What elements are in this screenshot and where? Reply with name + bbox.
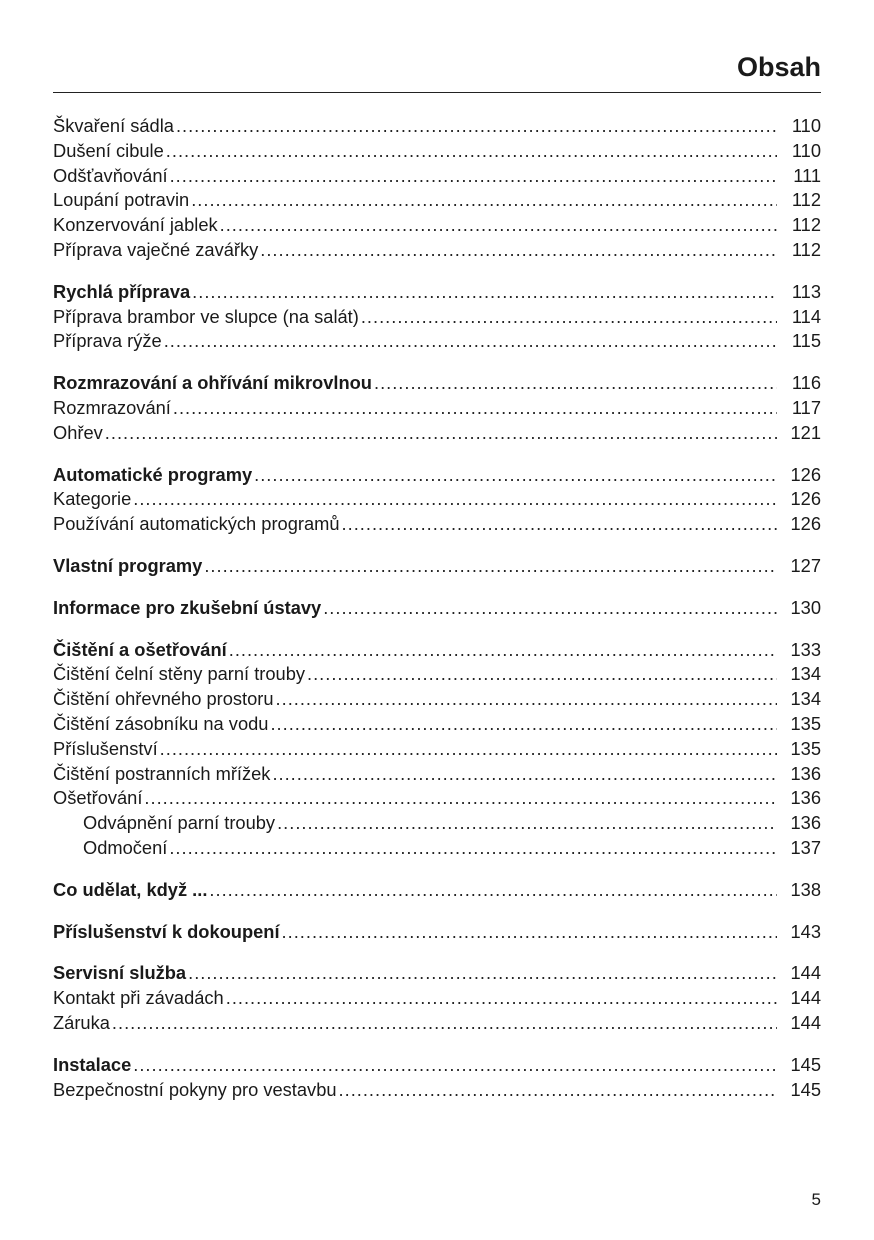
toc-entry[interactable] <box>53 421 821 446</box>
dot-leader <box>133 487 777 512</box>
toc-entry-page: 135 <box>790 712 821 734</box>
toc-entry-page: 110 <box>791 139 821 161</box>
toc-entry-page: 145 <box>790 1078 821 1100</box>
toc-section <box>53 371 821 445</box>
toc-heading-entry[interactable] <box>53 638 821 663</box>
dot-leader <box>170 164 777 189</box>
dot-leader <box>361 305 777 330</box>
toc-entry[interactable] <box>53 1078 821 1103</box>
dot-leader <box>112 1011 777 1036</box>
toc-heading-entry[interactable] <box>53 554 821 579</box>
dot-leader <box>342 512 777 537</box>
dot-leader <box>254 463 777 488</box>
toc-entry-page: 117 <box>791 396 821 418</box>
dot-leader <box>209 878 777 903</box>
toc-entry[interactable] <box>53 188 821 213</box>
toc-entry[interactable] <box>53 737 821 762</box>
toc-entry[interactable] <box>53 762 821 787</box>
toc-entry-label: Odšťavňování <box>53 164 168 186</box>
toc-entry-label: Automatické programy <box>53 463 253 485</box>
toc-entry-page: 130 <box>790 596 821 618</box>
toc-entry[interactable] <box>53 213 821 238</box>
toc-entry-page: 137 <box>790 836 821 858</box>
toc-entry-label: Příslušenství <box>53 737 158 759</box>
toc-entry-page: 126 <box>790 463 821 485</box>
toc-entry-page: 136 <box>790 812 821 834</box>
toc-entry-label: Příslušenství k dokoupení <box>53 920 280 942</box>
toc-entry-page: 126 <box>790 513 821 535</box>
toc-entry-label: Škvaření sádla <box>53 115 174 136</box>
toc-entry-page: 116 <box>791 372 821 394</box>
toc-entry-label: Konzervování jablek <box>53 214 218 236</box>
toc-heading-entry[interactable] <box>53 878 821 903</box>
toc-subentry[interactable] <box>53 836 821 861</box>
dot-leader <box>166 139 777 164</box>
toc-section <box>53 280 821 354</box>
toc-entry[interactable] <box>53 305 821 330</box>
toc-entry-label: Příprava vaječné zavářky <box>53 238 259 260</box>
dot-leader <box>229 638 777 663</box>
dot-leader <box>277 811 777 836</box>
toc-entry-page: 134 <box>790 663 821 685</box>
toc-section <box>53 596 821 621</box>
dot-leader <box>188 961 777 986</box>
dot-leader <box>323 596 777 621</box>
toc-entry-label: Rychlá příprava <box>53 280 191 302</box>
toc-entry[interactable] <box>53 114 821 139</box>
toc-entry-label: Ošetřování <box>53 787 143 809</box>
toc-entry[interactable] <box>53 712 821 737</box>
toc-entry-page: 138 <box>790 878 821 900</box>
dot-leader <box>282 920 777 945</box>
toc-entry[interactable] <box>53 512 821 537</box>
dot-leader <box>169 836 777 861</box>
toc-entry-page: 115 <box>791 330 821 352</box>
toc-entry-page: 136 <box>790 787 821 809</box>
toc-entry[interactable] <box>53 786 821 811</box>
toc-heading-entry[interactable] <box>53 1053 821 1078</box>
toc-entry-label: Servisní služba <box>53 962 187 984</box>
toc-heading-entry[interactable] <box>53 961 821 986</box>
toc-entry-page: 112 <box>791 214 821 236</box>
toc-section <box>53 638 821 861</box>
page-number: 5 <box>811 1190 821 1209</box>
dot-leader <box>270 712 777 737</box>
toc-entry-label: Rozmrazování a ohřívání mikrovlnou <box>53 372 372 394</box>
toc-section <box>53 1053 821 1103</box>
dot-leader <box>339 1078 777 1103</box>
toc-entry-page: 121 <box>790 421 821 443</box>
toc-entry-page: 135 <box>790 737 821 759</box>
toc-entry-label: Informace pro zkušební ústavy <box>53 596 322 618</box>
toc-entry-page: 112 <box>791 238 821 260</box>
toc-entry-label: Kontakt při závadách <box>53 987 224 1009</box>
toc-heading-entry[interactable] <box>53 596 821 621</box>
dot-leader <box>307 662 777 687</box>
dot-leader <box>272 762 777 787</box>
toc-entry[interactable] <box>53 662 821 687</box>
toc-entry[interactable] <box>53 487 821 512</box>
toc-entry-label: Co udělat, když ... <box>53 878 208 900</box>
toc-heading-entry[interactable] <box>53 371 821 396</box>
toc-entry-page: 133 <box>790 638 821 660</box>
toc-entry-label: Příprava brambor ve slupce (na salát) <box>53 305 359 327</box>
toc-entry-label: Příprava rýže <box>53 330 162 352</box>
toc-entry-label: Instalace <box>53 1053 132 1075</box>
toc-entry-label: Bezpečnostní pokyny pro vestavbu <box>53 1078 337 1100</box>
toc-entry-label: Čištění a ošetřování <box>53 638 227 660</box>
toc-entry-page: 110 <box>791 115 821 136</box>
toc-entry-page: 144 <box>790 962 821 984</box>
toc-section <box>53 463 821 537</box>
dot-leader <box>144 786 777 811</box>
toc-entry-label: Kategorie <box>53 488 132 510</box>
toc-entry-page: 113 <box>791 280 821 302</box>
toc-entry-page: 112 <box>791 189 821 211</box>
page-title: Obsah <box>736 52 821 82</box>
dot-leader <box>260 238 777 263</box>
toc-subentry[interactable] <box>53 811 821 836</box>
toc-entry-label: Používání automatických programů <box>53 513 340 535</box>
dot-leader <box>220 213 777 238</box>
toc-entry[interactable] <box>53 238 821 263</box>
toc-entry-page: 111 <box>793 164 821 186</box>
toc-entry[interactable] <box>53 396 821 421</box>
toc-entry-label: Záruka <box>53 1011 110 1033</box>
toc-entry-page: 126 <box>790 488 821 510</box>
toc-section <box>53 114 821 263</box>
toc-entry-label: Loupání potravin <box>53 189 190 211</box>
toc-entry-label: Čištění čelní stěny parní trouby <box>53 663 306 685</box>
toc-entry-page: 143 <box>790 920 821 942</box>
dot-leader <box>164 329 777 354</box>
toc-entry-label: Dušení cibule <box>53 139 164 161</box>
toc-entry-page: 145 <box>790 1053 821 1075</box>
toc-entry-label: Odmočení <box>83 836 168 858</box>
toc-entry-page: 114 <box>791 305 821 327</box>
toc-entry-page: 144 <box>790 1011 821 1033</box>
toc-heading-entry[interactable] <box>53 280 821 305</box>
dot-leader <box>374 371 777 396</box>
dot-leader <box>173 396 777 421</box>
toc-entry[interactable] <box>53 139 821 164</box>
title-divider <box>53 92 821 93</box>
toc-entry-label: Čištění ohřevného prostoru <box>53 688 274 710</box>
toc-entry-label: Ohřev <box>53 421 103 443</box>
toc-entry[interactable] <box>53 1011 821 1036</box>
toc-entry-page: 127 <box>790 554 821 576</box>
toc-section <box>53 878 821 903</box>
toc-entry-page: 136 <box>790 762 821 784</box>
toc-entry[interactable] <box>53 986 821 1011</box>
toc-entry-label: Čištění zásobníku na vodu <box>53 712 269 734</box>
toc-entry-label: Odvápnění parní trouby <box>83 812 276 834</box>
toc-entry-label: Rozmrazování <box>53 396 171 418</box>
dot-leader <box>176 114 777 139</box>
toc-entry-page: 144 <box>790 987 821 1009</box>
toc-entry[interactable] <box>53 329 821 354</box>
dot-leader <box>226 986 777 1011</box>
toc-heading-entry[interactable] <box>53 463 821 488</box>
dot-leader <box>276 687 777 712</box>
toc-entry[interactable] <box>53 164 821 189</box>
dot-leader <box>160 737 777 762</box>
dot-leader <box>105 421 777 446</box>
toc-entry[interactable] <box>53 687 821 712</box>
toc-entry-label: Vlastní programy <box>53 554 203 576</box>
toc-heading-entry[interactable] <box>53 920 821 945</box>
toc-entry-page: 134 <box>790 688 821 710</box>
dot-leader <box>133 1053 777 1078</box>
toc-section <box>53 920 821 945</box>
dot-leader <box>204 554 777 579</box>
toc-section <box>53 961 821 1035</box>
toc-section <box>53 554 821 579</box>
toc-entry-label: Čištění postranních mřížek <box>53 762 271 784</box>
dot-leader <box>191 188 777 213</box>
dot-leader <box>192 280 777 305</box>
table-of-contents <box>53 114 821 1102</box>
